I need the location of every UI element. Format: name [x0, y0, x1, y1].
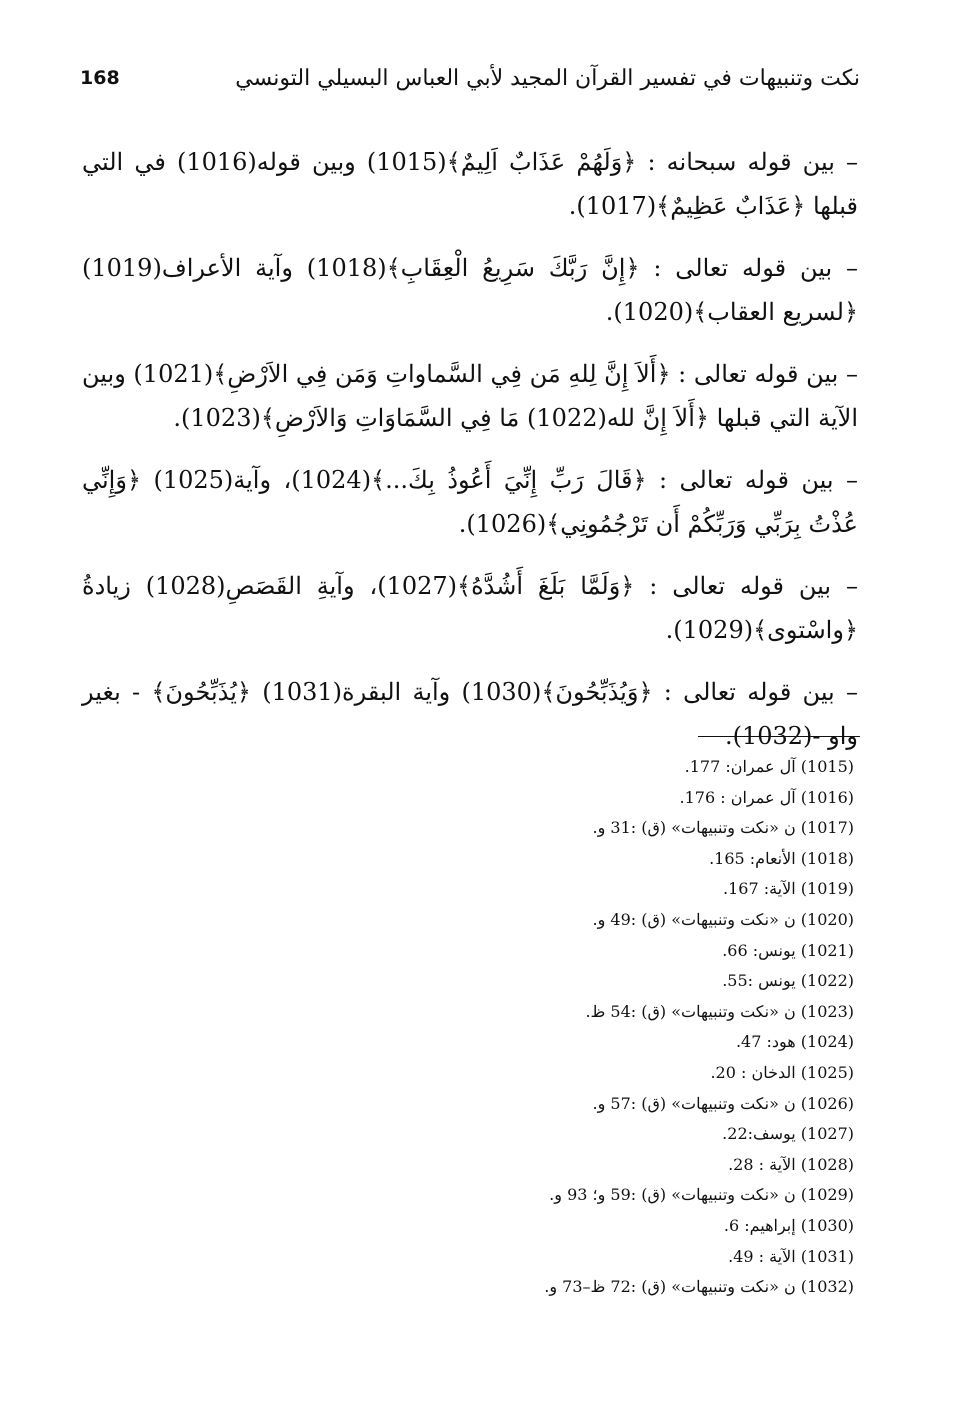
main-text — [82, 140, 858, 776]
footnote: (1016) آل عمران : 176. — [679, 787, 854, 807]
footnote: (1027) يوسف:22. — [722, 1124, 854, 1144]
footnote: (1020) ن «نكت وتنبيهات» (ق) :49 و. — [592, 909, 854, 929]
footnote: (1028) الآية : 28. — [728, 1154, 854, 1174]
footnote: (1022) يونس :55. — [722, 971, 854, 991]
page-header — [80, 58, 860, 98]
paragraph: – بين قوله تعالى : ﴿أَلاَ إِنَّ لِلهِ مَن فِي السَّماواتِ وَمَن فِي الاَرْضِ﴾(1021) وبين الآية التي قبلها ﴿أَلاَ إِنَّ لله(1022) مَا فِي السَّمَاوَاتِ وَالاَرْضِ﴾(1023). — [82, 360, 858, 432]
footnote: (1018) الأنعام: 165. — [709, 848, 854, 868]
footnote: (1023) ن «نكت وتنبيهات» (ق) :54 ظ. — [585, 1001, 854, 1021]
paragraph: – بين قوله تعالى : ﴿قَالَ رَبِّ إِنِّيَ أَعُوذُ بِكَ...﴾(1024)، وآية(1025) ﴿وَإِنِّي عُذْتُ بِرَبِّي وَرَبِّكُمْ أَن تَرْجُمُونِي﴾(1026). — [82, 466, 858, 538]
running-title: نكت وتنبيهات في تفسير القرآن المجيد لأبي العباس البسيلي التونسي — [235, 65, 860, 91]
paragraph: – بين قوله تعالى : ﴿وَيُذَبِّحُونَ﴾(1030) وآية البقرة(1031) ﴿يُذَبِّحُونَ﴾ - بغير واو -(1032). — [82, 678, 858, 750]
paragraph: – بين قوله تعالى : ﴿وَلَمَّا بَلَغَ أَشُدَّهُ﴾(1027)، وآيةِ القَصَصِ(1028) زيادةُ ﴿واسْتوى﴾(1029). — [82, 572, 858, 644]
footnotes — [300, 752, 854, 1303]
footnote: (1032) ن «نكت وتنبيهات» (ق) :72 ظ–73 و. — [544, 1277, 854, 1297]
footnote: (1021) يونس: 66. — [722, 940, 854, 960]
footnote: (1025) الدخان : 20. — [710, 1062, 854, 1082]
footnote: (1015) آل عمران: 177. — [684, 757, 854, 776]
footnote: (1029) ن «نكت وتنبيهات» (ق) :59 و؛ 93 و. — [549, 1185, 854, 1205]
footnote: (1019) الآية: 167. — [722, 879, 854, 899]
footnote: (1017) ن «نكت وتنبيهات» (ق) :31 و. — [592, 818, 854, 838]
page-number: 168 — [80, 67, 120, 89]
footnote: (1031) الآية : 49. — [728, 1246, 854, 1266]
footnote: (1024) هود: 47. — [735, 1032, 854, 1052]
footnote-divider — [698, 736, 860, 737]
paragraph: – بين قوله سبحانه : ﴿وَلَهُمْ عَذَابٌ اَلِيمٌ﴾(1015) وبين قوله(1016) في التي قبلها ﴿عَذَابٌ عَظِيمٌ﴾(1017). — [82, 148, 859, 220]
footnote: (1026) ن «نكت وتنبيهات» (ق) :57 و. — [592, 1093, 854, 1113]
footnote: (1030) إبراهيم: 6. — [723, 1215, 854, 1235]
paragraph: – بين قوله تعالى : ﴿إِنَّ رَبَّكَ سَرِيعُ الْعِقَابِ﴾(1018) وآية الأعراف(1019) ﴿لسريع العقاب﴾(1020). — [82, 254, 858, 326]
